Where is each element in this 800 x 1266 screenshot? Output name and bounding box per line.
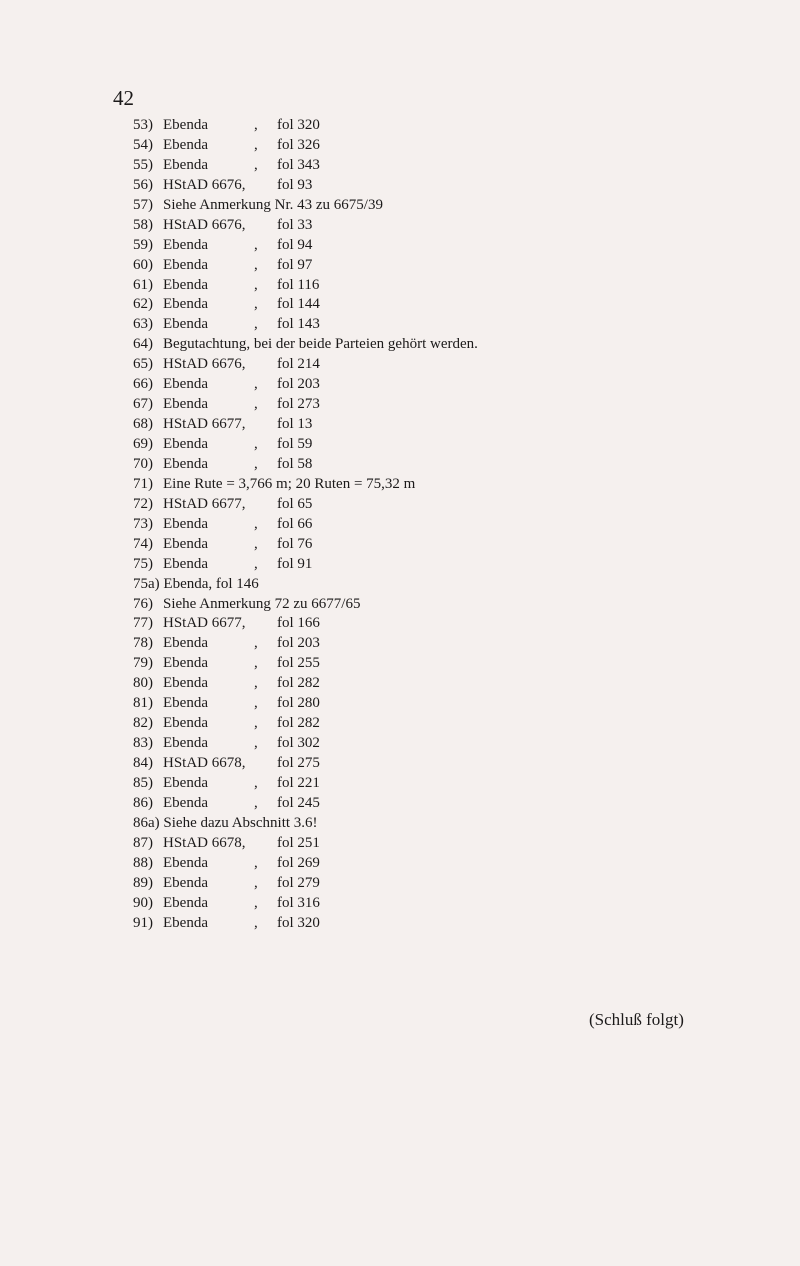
- endnote-source: Ebenda: [163, 455, 208, 472]
- page-number: 42: [113, 86, 134, 110]
- endnote-source: Ebenda: [163, 874, 208, 891]
- endnote-folio: fol 302: [277, 735, 320, 752]
- endnote-separator: ,: [254, 774, 258, 791]
- endnote-number: 60): [133, 256, 153, 273]
- endnote-separator: ,: [254, 136, 258, 153]
- endnote: [133, 535, 733, 555]
- endnote-source: Ebenda: [163, 675, 208, 692]
- endnote-text: 86a) Siehe dazu Abschnitt 3.6!: [133, 814, 318, 831]
- endnote-folio: fol 143: [277, 316, 320, 333]
- endnote: [133, 834, 733, 854]
- endnote: [133, 315, 733, 335]
- endnote-folio: fol 320: [277, 914, 320, 931]
- endnote-source: Ebenda: [163, 136, 208, 153]
- endnote-source: Ebenda: [163, 256, 208, 273]
- endnote-separator: ,: [254, 914, 258, 931]
- endnote: [133, 694, 733, 714]
- endnote-folio: fol 279: [277, 874, 320, 891]
- endnote-separator: ,: [254, 316, 258, 333]
- endnote-folio: fol 59: [277, 436, 313, 452]
- endnote-folio: fol 316: [277, 894, 320, 911]
- endnote-number: 85): [133, 774, 153, 791]
- endnote-folio: fol 58: [277, 455, 313, 472]
- endnote-separator: ,: [254, 296, 258, 313]
- endnote-number: 80): [133, 675, 153, 692]
- endnote-separator: ,: [254, 256, 258, 273]
- endnote: [133, 734, 733, 754]
- endnote-number: 71): [133, 475, 153, 492]
- endnote-separator: ,: [254, 117, 258, 133]
- endnote-source: Ebenda: [163, 715, 208, 732]
- endnote: [133, 116, 733, 136]
- endnote: [133, 176, 733, 196]
- endnote-separator: ,: [254, 515, 258, 532]
- endnote-number: 73): [133, 515, 153, 532]
- endnote-folio: fol 33: [277, 216, 313, 233]
- endnote-separator: ,: [254, 655, 258, 672]
- endnote-source: HStAD 6678,: [163, 755, 246, 771]
- endnote-separator: ,: [254, 874, 258, 891]
- endnote-folio: fol 144: [277, 296, 320, 313]
- endnote: [133, 495, 733, 515]
- endnote-separator: ,: [254, 735, 258, 752]
- endnote-separator: ,: [254, 276, 258, 293]
- endnotes-list: [133, 116, 733, 933]
- endnote: [133, 754, 733, 774]
- endnote: [133, 196, 733, 216]
- endnote-number: 65): [133, 356, 153, 373]
- endnote-number: 87): [133, 834, 153, 851]
- endnote-source: HStAD 6676,: [163, 216, 246, 233]
- endnote-text: Siehe Anmerkung 72 zu 6677/65: [163, 595, 361, 612]
- endnote-separator: ,: [254, 555, 258, 572]
- endnote: [133, 335, 733, 355]
- endnote: [133, 216, 733, 236]
- endnote: [133, 794, 733, 814]
- endnote-source: Ebenda: [163, 515, 208, 532]
- endnote-separator: ,: [254, 894, 258, 911]
- endnote-folio: fol 343: [277, 156, 320, 173]
- endnote-number: 84): [133, 755, 153, 771]
- endnote-folio: fol 245: [277, 794, 320, 811]
- endnote: [133, 674, 733, 694]
- endnote-text: 75a) Ebenda, fol 146: [133, 575, 259, 592]
- endnote: [133, 614, 733, 634]
- endnote: [133, 595, 733, 615]
- endnote: [133, 355, 733, 375]
- endnote-separator: ,: [254, 695, 258, 712]
- endnote-folio: fol 326: [277, 136, 320, 153]
- endnote-separator: ,: [254, 156, 258, 173]
- endnote-source: Ebenda: [163, 794, 208, 811]
- endnote: [133, 395, 733, 415]
- endnote-source: Ebenda: [163, 635, 208, 652]
- endnote-number: 70): [133, 455, 153, 472]
- endnote-number: 90): [133, 894, 153, 911]
- endnote: [133, 515, 733, 535]
- endnote: [133, 634, 733, 654]
- endnote-folio: fol 251: [277, 834, 320, 851]
- endnote-number: 64): [133, 336, 153, 353]
- endnote: [133, 714, 733, 734]
- to-be-continued: (Schluß folgt): [589, 1010, 684, 1029]
- endnote-folio: fol 255: [277, 655, 320, 672]
- endnote-source: Ebenda: [163, 854, 208, 871]
- endnote-number: 69): [133, 436, 153, 452]
- endnote-separator: ,: [254, 376, 258, 393]
- endnote-source: Ebenda: [163, 316, 208, 333]
- endnote: [133, 455, 733, 475]
- endnote-number: 72): [133, 495, 153, 512]
- endnote: [133, 654, 733, 674]
- endnote-source: Ebenda: [163, 156, 208, 173]
- endnote-folio: fol 97: [277, 256, 313, 273]
- endnote: [133, 375, 733, 395]
- endnote: [133, 236, 733, 256]
- endnote: [133, 276, 733, 296]
- endnote: [133, 256, 733, 276]
- endnote-source: Ebenda: [163, 296, 208, 313]
- endnote-number: 74): [133, 535, 153, 552]
- endnote-separator: ,: [254, 535, 258, 552]
- endnote-text: Siehe Anmerkung Nr. 43 zu 6675/39: [163, 196, 383, 213]
- endnote: [133, 774, 733, 794]
- endnote: [133, 854, 733, 874]
- endnote-number: 62): [133, 296, 153, 313]
- endnote-folio: fol 280: [277, 695, 320, 712]
- endnote-source: Ebenda: [163, 236, 208, 253]
- endnote-text: Eine Rute = 3,766 m; 20 Ruten = 75,32 m: [163, 475, 416, 492]
- endnote-source: Ebenda: [163, 376, 208, 393]
- endnote-folio: fol 269: [277, 854, 320, 871]
- endnote: [133, 435, 733, 455]
- endnote-number: 78): [133, 635, 153, 652]
- endnote-folio: fol 203: [277, 376, 320, 393]
- endnote-source: Ebenda: [163, 655, 208, 672]
- endnote-folio: fol 275: [277, 755, 320, 771]
- endnote: [133, 894, 733, 914]
- endnote-source: Ebenda: [163, 276, 208, 293]
- endnote-number: 61): [133, 276, 153, 293]
- endnote-source: Ebenda: [163, 695, 208, 712]
- endnote-folio: fol 94: [277, 236, 313, 253]
- endnote-number: 67): [133, 396, 153, 413]
- endnote-separator: ,: [254, 436, 258, 452]
- endnote-separator: ,: [254, 794, 258, 811]
- endnote: [133, 874, 733, 894]
- endnote-source: Ebenda: [163, 894, 208, 911]
- endnote-number: 58): [133, 216, 153, 233]
- endnote-folio: fol 273: [277, 396, 320, 413]
- endnote-number: 59): [133, 236, 153, 253]
- endnote-source: Ebenda: [163, 914, 208, 931]
- endnote-source: HStAD 6676,: [163, 356, 246, 373]
- endnote-source: Ebenda: [163, 117, 208, 133]
- endnote-folio: fol 116: [277, 276, 320, 293]
- endnote: [133, 914, 733, 934]
- endnote-source: Ebenda: [163, 396, 208, 413]
- endnote-source: HStAD 6677,: [163, 615, 246, 632]
- endnote-number: 68): [133, 416, 153, 433]
- endnote: [133, 415, 733, 435]
- endnote-number: 81): [133, 695, 153, 712]
- endnote: [133, 295, 733, 315]
- endnote: [133, 136, 733, 156]
- endnote-number: 88): [133, 854, 153, 871]
- endnote: [133, 575, 733, 595]
- endnote-separator: ,: [254, 236, 258, 253]
- endnote: [133, 814, 733, 834]
- endnote-folio: fol 282: [277, 715, 320, 732]
- endnote-source: Ebenda: [163, 735, 208, 752]
- endnote-number: 75): [133, 555, 153, 572]
- endnote: [133, 475, 733, 495]
- endnote-separator: ,: [254, 635, 258, 652]
- endnote-number: 77): [133, 615, 153, 632]
- endnote: [133, 555, 733, 575]
- endnote-number: 83): [133, 735, 153, 752]
- endnote-source: HStAD 6678,: [163, 834, 246, 851]
- endnote-separator: ,: [254, 455, 258, 472]
- endnote-number: 76): [133, 595, 153, 612]
- endnote-number: 89): [133, 874, 153, 891]
- endnote-source: Ebenda: [163, 774, 208, 791]
- endnote-source: HStAD 6677,: [163, 416, 246, 433]
- endnote-folio: fol 65: [277, 495, 313, 512]
- endnote-folio: fol 91: [277, 555, 313, 572]
- endnote-source: Ebenda: [163, 535, 208, 552]
- endnote-number: 91): [133, 914, 153, 931]
- endnote-folio: fol 282: [277, 675, 320, 692]
- endnote-folio: fol 203: [277, 635, 320, 652]
- endnote-number: 55): [133, 156, 153, 173]
- endnote-number: 86): [133, 794, 153, 811]
- endnote-folio: fol 93: [277, 176, 313, 193]
- endnote-number: 56): [133, 176, 153, 193]
- endnote-separator: ,: [254, 396, 258, 413]
- endnote-number: 53): [133, 117, 153, 133]
- endnote-folio: fol 320: [277, 117, 320, 133]
- endnote-separator: ,: [254, 675, 258, 692]
- endnote-text: Begutachtung, bei der beide Parteien gehört werden.: [163, 336, 478, 353]
- endnote-folio: fol 76: [277, 535, 313, 552]
- endnote-source: Ebenda: [163, 436, 208, 452]
- endnote-folio: fol 221: [277, 774, 320, 791]
- endnote-separator: ,: [254, 854, 258, 871]
- endnote-source: HStAD 6676,: [163, 176, 246, 193]
- endnote-number: 82): [133, 715, 153, 732]
- endnote-source: HStAD 6677,: [163, 495, 246, 512]
- endnote-number: 54): [133, 136, 153, 153]
- endnote-separator: ,: [254, 715, 258, 732]
- endnote-number: 79): [133, 655, 153, 672]
- endnote-number: 57): [133, 196, 153, 213]
- endnote: [133, 156, 733, 176]
- endnote-folio: fol 166: [277, 615, 320, 632]
- endnote-number: 63): [133, 316, 153, 333]
- endnote-folio: fol 66: [277, 515, 313, 532]
- endnote-number: 66): [133, 376, 153, 393]
- endnote-source: Ebenda: [163, 555, 208, 572]
- endnote-folio: fol 13: [277, 416, 313, 433]
- endnote-folio: fol 214: [277, 356, 320, 373]
